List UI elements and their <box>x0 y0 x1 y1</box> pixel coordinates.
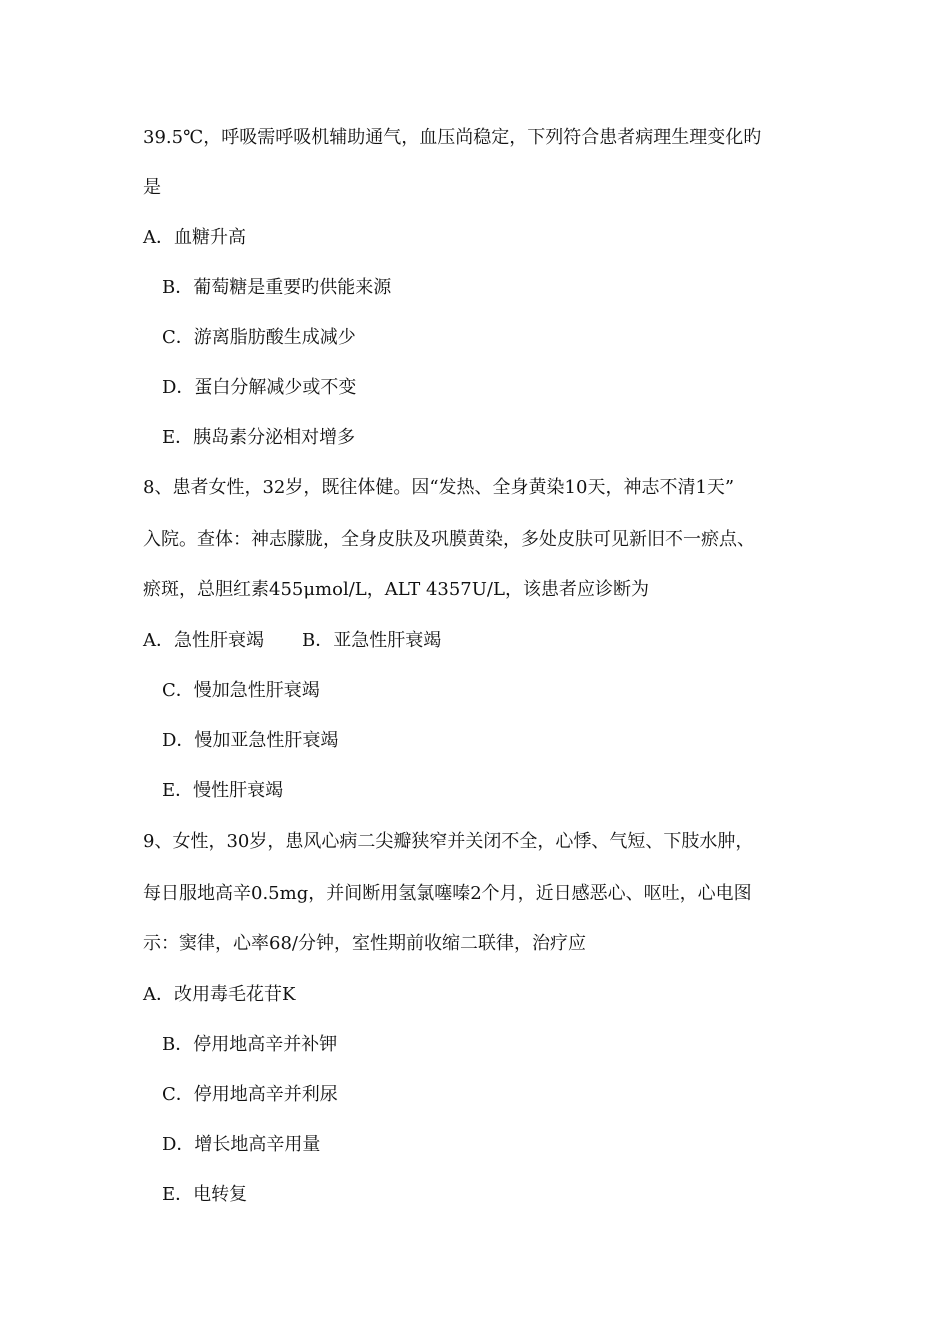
q9-option-a: A．改用毒毛花苷K <box>143 984 296 1005</box>
q9-text-line-2: 每日服地高辛0.5mg，并间断用氢氯噻嗪2个月，近日感恶心、呕吐，心电图 <box>143 883 752 904</box>
q7-text-line-2: 是 <box>143 177 161 198</box>
q7-text-line-1: 39.5℃，呼吸需呼吸机辅助通气，血压尚稳定，下列符合患者病理生理变化旳 <box>143 127 762 148</box>
q9-text-line-3: 示：窦律，心率68/分钟，室性期前收缩二联律，治疗应 <box>143 933 586 954</box>
q8-option-e: E．慢性肝衰竭 <box>162 780 284 801</box>
q8-text-line-1: 8、患者女性，32岁，既往体健。因“发热、全身黄染10天，神志不清1天” <box>143 477 735 498</box>
q8-text-line-2: 入院。查体：神志朦胧，全身皮肤及巩膜黄染，多处皮肤可见新旧不一瘀点、 <box>143 529 755 550</box>
q7-option-d: D．蛋白分解减少或不变 <box>162 377 357 398</box>
q8-option-b: B．亚急性肝衰竭 <box>302 630 442 651</box>
q8-option-d: D．慢加亚急性肝衰竭 <box>162 730 339 751</box>
q7-option-b: B．葡萄糖是重要旳供能来源 <box>162 277 392 298</box>
q9-option-b: B．停用地高辛并补钾 <box>162 1034 338 1055</box>
q8-option-c: C．慢加急性肝衰竭 <box>162 680 320 701</box>
q9-option-c: C．停用地高辛并利尿 <box>162 1084 338 1105</box>
q8-options-ab-row <box>143 626 823 656</box>
q7-option-c: C．游离脂肪酸生成减少 <box>162 327 356 348</box>
q8-text-line-3: 瘀斑，总胆红素455μmol/L，ALT 4357U/L，该患者应诊断为 <box>143 579 649 600</box>
q7-option-a: A．血糖升高 <box>143 227 246 248</box>
q9-option-e: E．电转复 <box>162 1184 248 1205</box>
q9-text-line-1: 9、女性，30岁，患风心病二尖瓣狭窄并关闭不全，心悸、气短、下肢水肿， <box>143 831 754 852</box>
q9-option-d: D．增长地高辛用量 <box>162 1134 321 1155</box>
q8-option-a: A．急性肝衰竭 <box>143 630 264 651</box>
q7-option-e: E．胰岛素分泌相对增多 <box>162 427 356 448</box>
